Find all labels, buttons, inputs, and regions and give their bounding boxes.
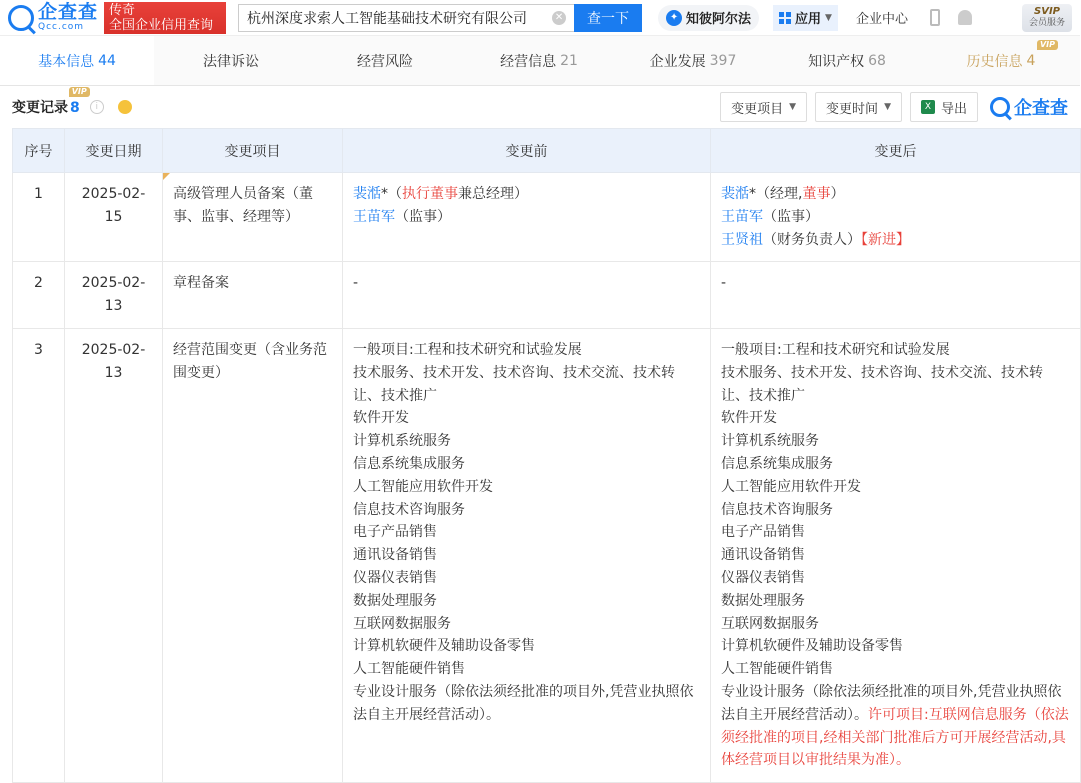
qcc-logo[interactable]: [8, 0, 98, 36]
table-row: [13, 262, 1081, 329]
col-header-date: 变更日期: [65, 129, 163, 173]
chevron-down-icon: ▼: [789, 102, 797, 112]
col-header-after: 变更后: [711, 129, 1081, 173]
ad-line-1: 传奇: [109, 2, 136, 18]
tab-basic-info[interactable]: 基本信息 44: [0, 36, 154, 85]
scope-line: 互联网数据服务: [353, 615, 451, 632]
cell-item: 章程备案: [163, 262, 343, 329]
filter-change-item-dropdown[interactable]: 变更项目 ▼: [720, 92, 807, 122]
zhibi-alpha-button[interactable]: [658, 5, 759, 31]
vip-badge: VIP: [1037, 40, 1058, 50]
search-input[interactable]: [238, 4, 574, 32]
logo-domain: Qcc.com: [38, 22, 85, 32]
scope-line: 人工智能硬件销售: [721, 661, 833, 678]
filter-change-time-dropdown[interactable]: 变更时间 ▼: [815, 92, 902, 122]
app-menu[interactable]: [773, 5, 838, 31]
license-scope-text: 许可项目:互联网信息服务（依法须经批准的项目,经相关部门批准后方可开展经营活动,具体经营项目以审批结果为准）。: [721, 706, 1069, 769]
scope-line: 信息技术咨询服务: [353, 501, 465, 518]
phone-icon[interactable]: [930, 9, 940, 26]
tab-bar: [0, 36, 1080, 86]
ad-line-2: 全国企业信用查询: [109, 17, 214, 33]
search-button[interactable]: 查一下: [574, 4, 642, 32]
tab-ip[interactable]: 知识产权 68: [808, 52, 886, 70]
cell-date: 2025-02-13: [65, 262, 163, 329]
zhibi-label: 知彼阿尔法: [686, 12, 752, 27]
scope-line: 技术服务、技术开发、技术咨询、技术交流、技术转让、技术推广: [721, 364, 1043, 404]
cell-item: 经营范围变更（含业务范围变更）: [163, 328, 343, 782]
cell-no: 3: [13, 328, 65, 782]
cell-after: [711, 328, 1081, 782]
tab-development[interactable]: 企业发展 397: [649, 52, 737, 70]
scope-line: 信息技术咨询服务: [721, 501, 833, 518]
ad-banner[interactable]: [104, 2, 226, 34]
person-link[interactable]: 王苗军: [353, 208, 395, 225]
table-header-row: [13, 129, 1081, 173]
cell-date: 2025-02-15: [65, 173, 163, 262]
qcc-watermark-logo: 企查查: [990, 94, 1068, 120]
scope-line: 信息系统集成服务: [353, 455, 465, 472]
export-button[interactable]: X 导出: [910, 92, 978, 122]
scope-line: 仪器仪表销售: [353, 569, 437, 586]
scope-line: 通讯设备销售: [721, 547, 805, 564]
tab-risk[interactable]: 经营风险: [357, 53, 413, 70]
scope-line: 人工智能应用软件开发: [353, 478, 493, 495]
change-record-table: [12, 128, 1081, 783]
cell-before: -: [343, 262, 711, 329]
enterprise-center-link[interactable]: 企业中心: [855, 12, 908, 27]
chevron-down-icon: ▼: [825, 12, 832, 23]
zhibi-icon: ✦: [666, 10, 682, 26]
excel-icon: X: [921, 100, 935, 114]
cell-no: 1: [13, 173, 65, 262]
cell-no: 2: [13, 262, 65, 329]
scope-line-last: 专业设计服务（除依法须经批准的项目外,凭营业执照依法自主开展经营活动）。许可项目:互联网信息服务（依法须经批准的项目,经相关部门批准后方可开展经营活动,具体经营项目以审批结果为准）。: [721, 683, 1069, 769]
bell-alert-icon[interactable]: [118, 100, 132, 114]
tab-history[interactable]: 历史信息 4 VIP: [924, 36, 1078, 85]
new-tag: 【新进】: [861, 231, 910, 248]
scope-line: 数据处理服务: [353, 592, 437, 609]
cell-before: [343, 328, 711, 782]
cell-date: 2025-02-13: [65, 328, 163, 782]
person-link[interactable]: 裴湉: [353, 186, 381, 202]
scope-line: 计算机系统服务: [721, 433, 819, 450]
cell-before: 裴湉*（执行董事兼总经理） 王苗军（监事）: [343, 173, 711, 262]
scope-line: 一般项目:工程和技术研究和试验发展: [721, 341, 950, 358]
person-link[interactable]: 王苗军: [721, 208, 763, 225]
scope-line: 数据处理服务: [721, 592, 805, 609]
cell-item: 高级管理人员备案（董事、监事、经理等）: [163, 173, 343, 262]
scope-line: 仪器仪表销售: [721, 569, 805, 586]
search-value: 杭州深度求索人工智能基础技术研究有限公司: [247, 10, 528, 27]
col-header-item: 变更项目: [163, 129, 343, 173]
scope-line: 软件开发: [353, 410, 409, 427]
svip-label: SVIP: [1034, 6, 1060, 17]
svip-sub: 会员服务: [1028, 18, 1065, 28]
scope-line: 互联网数据服务: [721, 615, 819, 632]
magnifier-logo-icon: [8, 5, 34, 31]
tab-legal[interactable]: 法律诉讼: [203, 53, 259, 70]
person-link[interactable]: 王贤祖: [721, 231, 763, 248]
svip-button[interactable]: [1022, 4, 1072, 32]
clear-icon[interactable]: ✕: [552, 11, 566, 25]
top-bar: [0, 0, 1080, 36]
scope-line: 电子产品销售: [721, 524, 805, 541]
cell-after: 裴湉*（经理,董事） 王苗军（监事） 王贤祖（财务负责人）【新进】: [711, 173, 1081, 262]
table-row: [13, 173, 1081, 262]
col-header-before: 变更前: [343, 129, 711, 173]
info-icon[interactable]: i: [90, 100, 104, 114]
bell-icon[interactable]: [958, 10, 972, 25]
table-row: [13, 328, 1081, 782]
cell-after: -: [711, 262, 1081, 329]
section-title: 变更记录 8 VIP: [12, 97, 80, 117]
tab-operation[interactable]: 经营信息 21: [500, 52, 578, 70]
person-link[interactable]: 裴湉: [721, 186, 749, 202]
scope-line: 一般项目:工程和技术研究和试验发展: [353, 341, 582, 358]
grid-icon: [779, 12, 791, 24]
col-header-no: 序号: [13, 129, 65, 173]
scope-line: 计算机系统服务: [353, 433, 451, 450]
chevron-down-icon: ▼: [884, 102, 891, 112]
section-toolbar: [0, 86, 1080, 128]
scope-line: 计算机软硬件及辅助设备零售: [353, 638, 535, 655]
scope-line: 技术服务、技术开发、技术咨询、技术交流、技术转让、技术推广: [353, 364, 675, 404]
scope-line: 电子产品销售: [353, 524, 437, 541]
scope-line: 人工智能硬件销售: [353, 661, 465, 678]
app-label: 应用: [795, 12, 822, 27]
record-count: 8: [70, 100, 80, 116]
scope-line: 软件开发: [721, 410, 777, 427]
scope-line: 专业设计服务（除依法须经批准的项目外,凭营业执照依法自主开展经营活动）。: [353, 683, 694, 723]
scope-line: 计算机软硬件及辅助设备零售: [721, 638, 903, 655]
scope-line: 信息系统集成服务: [721, 455, 833, 472]
logo-text: 企查查: [38, 1, 99, 23]
scope-line: 通讯设备销售: [353, 547, 437, 564]
scope-line: 人工智能应用软件开发: [721, 478, 861, 495]
vip-badge: VIP: [69, 87, 90, 97]
magnifier-logo-icon: [990, 97, 1010, 117]
